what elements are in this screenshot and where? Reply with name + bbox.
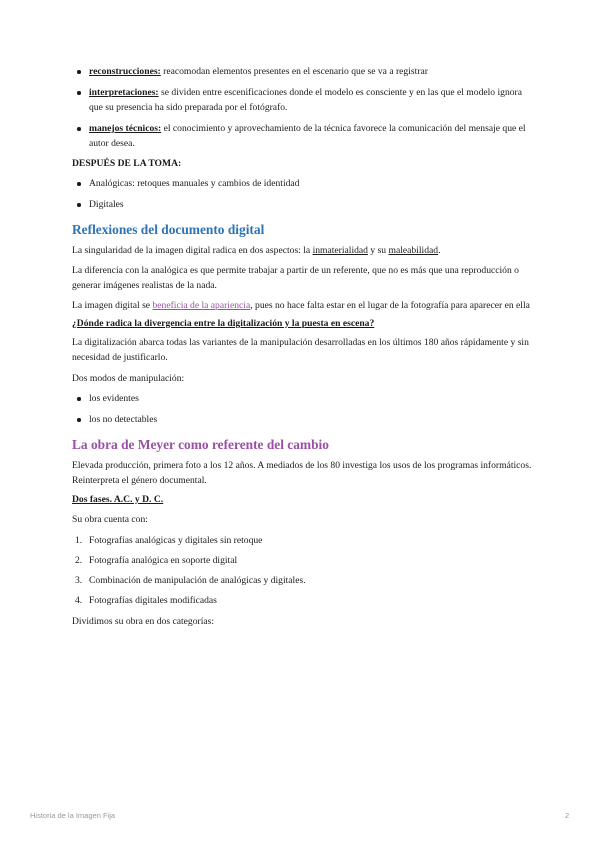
paragraph: Elevada producción, primera foto a los 12 años. A mediados de los 80 investiga los usos de los programas informáticos. Reinterpreta el género documental.	[72, 460, 532, 486]
list-item-text: Combinación de manipulación de analógicas y digitales.	[89, 575, 306, 586]
list-item: Digitales	[72, 197, 532, 212]
paragraph	[72, 243, 532, 258]
list-item-text: reacomodan elementos presentes en el escenario que se va a registrar	[160, 66, 428, 77]
paragraph: La diferencia con la analógica es que permite trabajar a partir de un referente, que no es más que una reproducción o generar imágenes realistas de la nada.	[72, 265, 519, 291]
term-reconstrucciones: reconstrucciones:	[89, 66, 161, 77]
list-item-text: el conocimiento y aprovechamiento de la técnica favorece la comunicación del mensaje que el autor desea.	[89, 123, 526, 149]
term-interpretaciones: interpretaciones:	[89, 87, 159, 98]
list-item	[72, 553, 532, 568]
term-maleabilidad: maleabilidad	[388, 245, 439, 256]
despues-heading: DESPUÉS DE LA TOMA:	[72, 158, 182, 169]
list-item	[72, 64, 532, 79]
term-manejos-tecnicos: manejos técnicos:	[89, 123, 162, 134]
list-item-text: se dividen entre escenificaciones donde el modelo es consciente y en las que el modelo ignora que su presencia ha sido preparada por el fotógrafo.	[89, 87, 522, 113]
bullet-list-modes	[72, 391, 532, 427]
bullet-list-techniques	[72, 64, 532, 151]
section-title-reflexiones: Reflexiones del documento digital	[72, 222, 265, 237]
list-item: los evidentes	[72, 391, 532, 406]
list-item	[72, 593, 532, 608]
list-number: 4.	[75, 595, 83, 606]
text-span: La imagen digital se	[72, 300, 153, 311]
list-item-text: Fotografías analógicas y digitales sin retoque	[89, 535, 263, 546]
list-item: los no detectables	[72, 412, 532, 427]
list-item-text: Fotografías digitales modificadas	[89, 595, 217, 606]
list-number: 2.	[75, 555, 83, 566]
list-item	[72, 573, 532, 588]
list-item: Analógicas: retoques manuales y cambios de identidad	[72, 176, 532, 191]
list-item-text: Fotografía analógica en soporte digital	[89, 555, 238, 566]
page-number: 2	[565, 811, 570, 820]
paragraph: La digitalización abarca todas las variantes de la manipulación desarrolladas en los últimos 180 años rápidamente y sin necesidad de justificarlo.	[72, 337, 529, 363]
link-beneficia-apariencia[interactable]: beneficia de la apariencia	[152, 300, 251, 311]
paragraph	[72, 298, 532, 313]
paragraph: Dos modos de manipulación:	[72, 373, 185, 384]
text-span: La singularidad de la imagen digital radica en dos aspectos: la	[72, 245, 313, 256]
text-span: .	[438, 245, 441, 256]
paragraph: Su obra cuenta con:	[72, 514, 148, 525]
question-heading: ¿Dónde radica la divergencia entre la digitalización y la puesta en escena?	[72, 318, 375, 329]
footer-title: Historia de la Imagen Fija	[30, 811, 116, 820]
paragraph: Dividimos su obra en dos categorías:	[72, 616, 215, 627]
text-span: , pues no hace falta estar en el lugar de la fotografía para aparecer en ella	[250, 300, 530, 311]
list-item	[72, 121, 532, 151]
term-inmaterialidad: inmaterialidad	[312, 245, 368, 256]
list-item	[72, 533, 532, 548]
text-span: y su	[367, 245, 389, 256]
bullet-list-despues	[72, 176, 532, 212]
list-number: 3.	[75, 575, 83, 586]
section-title-meyer: La obra de Meyer como referente del cambio	[72, 437, 329, 452]
page-content	[72, 64, 532, 629]
subheading-dos-fases: Dos fases. A.C. y D. C.	[72, 494, 164, 505]
numbered-list	[72, 533, 532, 608]
list-item	[72, 85, 532, 115]
list-number: 1.	[75, 535, 83, 546]
